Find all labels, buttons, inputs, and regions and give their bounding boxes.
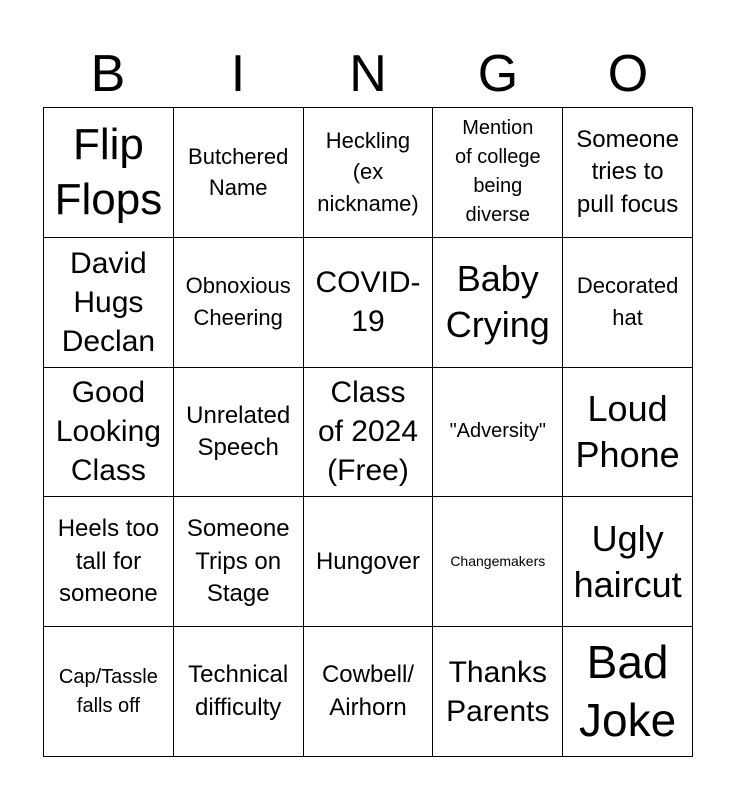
cell-text: Class of 2024 (Free) xyxy=(317,376,419,488)
cell-text: Good Looking Class xyxy=(55,376,161,488)
bingo-cell-r5c1[interactable] xyxy=(44,627,174,757)
bingo-cell-r1c5[interactable] xyxy=(563,108,693,238)
bingo-cell-r4c2[interactable] xyxy=(174,497,304,627)
cell-text: Heels too tall for someone xyxy=(57,515,160,607)
header-letter-n: N xyxy=(349,45,387,103)
bingo-cell-r3c4[interactable] xyxy=(433,368,563,498)
header-letter-g: G xyxy=(477,45,519,103)
bingo-cell-r2c5[interactable] xyxy=(563,238,693,368)
bingo-cell-r3c1[interactable] xyxy=(44,368,174,498)
bingo-cell-r2c4[interactable] xyxy=(433,238,563,368)
cell-text: Obnoxious Cheering xyxy=(185,273,291,331)
bingo-cell-r1c3[interactable] xyxy=(304,108,434,238)
bingo-cell-r1c1[interactable] xyxy=(44,108,174,238)
cell-text: COVID- 19 xyxy=(315,266,421,339)
bingo-cell-r2c1[interactable] xyxy=(44,238,174,368)
bingo-cell-r2c3[interactable] xyxy=(304,238,434,368)
bingo-cell-r1c4[interactable] xyxy=(433,108,563,238)
bingo-cell-r4c4[interactable] xyxy=(433,497,563,627)
cell-text: Hungover xyxy=(315,547,421,575)
header-letter-i: I xyxy=(230,45,246,103)
bingo-cell-r3c3[interactable] xyxy=(304,368,434,498)
cell-text: Cap/Tassle falls off xyxy=(58,665,158,717)
bingo-header xyxy=(43,40,693,108)
cell-text: Mention of college being diverse xyxy=(454,117,541,227)
cell-text: Someone Trips on Stage xyxy=(186,515,290,607)
header-letter-b: B xyxy=(90,45,126,103)
bingo-cell-r1c2[interactable] xyxy=(174,108,304,238)
cell-text: Flip Flops xyxy=(54,120,163,225)
cell-text: Unrelated Speech xyxy=(186,401,291,461)
cell-text: Heckling (ex nickname) xyxy=(317,127,419,217)
cell-text: Technical difficulty xyxy=(188,661,289,721)
bingo-cell-r4c1[interactable] xyxy=(44,497,174,627)
cell-text: Cowbell/ Airhorn xyxy=(321,661,415,721)
bingo-cell-r3c5[interactable] xyxy=(563,368,693,498)
bingo-cell-r5c5[interactable] xyxy=(563,627,693,757)
cell-text: David Hugs Declan xyxy=(61,246,156,358)
cell-text: Baby Crying xyxy=(445,258,550,346)
bingo-cell-r3c2[interactable] xyxy=(174,368,304,498)
bingo-cell-r5c3[interactable] xyxy=(304,627,434,757)
bingo-cell-r5c4[interactable] xyxy=(433,627,563,757)
bingo-cell-r5c2[interactable] xyxy=(174,627,304,757)
cell-text: Changemakers xyxy=(450,553,546,570)
bingo-grid xyxy=(43,107,693,757)
cell-text: Thanks Parents xyxy=(446,655,550,728)
bingo-cell-r2c2[interactable] xyxy=(174,238,304,368)
cell-text: Ugly haircut xyxy=(573,517,682,605)
bingo-cell-r4c3[interactable] xyxy=(304,497,434,627)
header-letter-o: O xyxy=(607,45,649,103)
cell-text: Loud Phone xyxy=(575,387,680,475)
cell-text: "Adversity" xyxy=(449,420,547,443)
cell-text: Decorated hat xyxy=(576,273,679,331)
cell-text: Butchered Name xyxy=(188,143,289,201)
cell-text: Someone tries to pull focus xyxy=(576,125,679,218)
cell-text: Bad Joke xyxy=(579,636,677,746)
bingo-cell-r4c5[interactable] xyxy=(563,497,693,627)
